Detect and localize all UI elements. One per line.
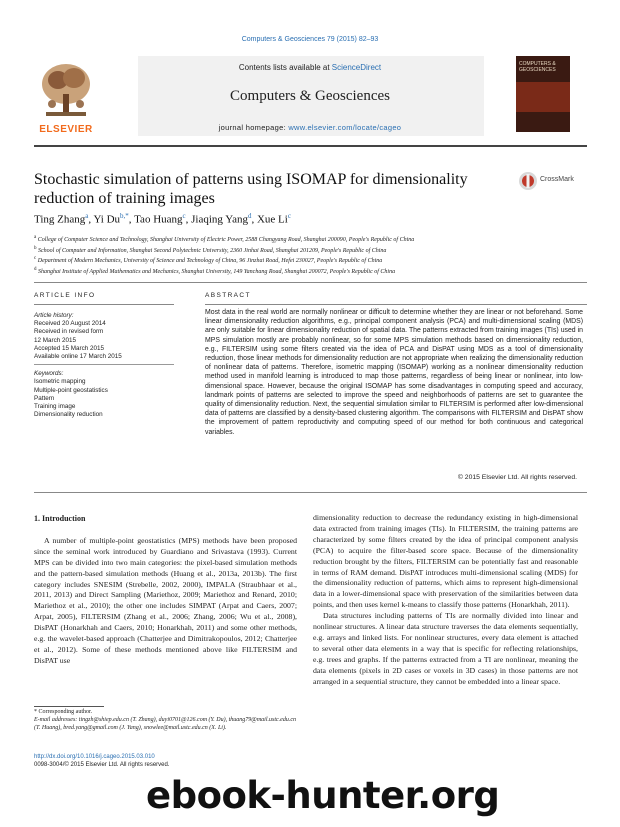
- author-affiliation-marker[interactable]: c: [182, 212, 186, 220]
- affiliation-item: [34, 255, 594, 266]
- affiliation-text: School of Computer and Information, Shanghai Second Polytechnic University, 2360 Jinhai Road, Shanghai 201209, People's Republic of China: [36, 247, 387, 254]
- doi-link[interactable]: http://dx.doi.org/10.1016/j.cageo.2015.03.010: [34, 754, 155, 760]
- affiliation-item: [34, 266, 594, 277]
- author-name: Tao Huang: [134, 213, 183, 226]
- keyword-item: Dimensionality reduction: [34, 411, 103, 419]
- intro-paragraph: Data structures including patterns of TIs are normally divided into linear and nonlinear structures. A linear data structure traverses the data elements sequentially, e.g. arrays and linked lists. For nonlinear structures, every data element is attached to several other data elements in a way that is specific for reflecting relationships, e.g. trees and graphs. If the patterns extracted from a TI are nonlinear, meaning the data elements (pixels in 2D cases or voxels in 3D cases) in those patterns are not arranged in a sequential structure, they cannot be embedded into a linear space.: [313, 611, 578, 686]
- author-name: Yi Du: [93, 213, 121, 226]
- keywords-list: [34, 378, 174, 419]
- intro-paragraph: A number of multiple-point geostatistics (MPS) methods have been proposed since the seminal work introduced by Guardiano and Srivastava (1993). Current MPS can be divided into two main categories: the pixel-based simulation methods and the pattern-based simulation methods (Huang et al., 2013a, 2013b). The first category includes SNESIM (Strebelle, 2002, 2000), IMPALA (Straubhaar et al., 2011, 2013) and Direct Sampling (Mariethoz, 2009; Mariethoz and Renard, 2010; Mariethoz et al., 2010); the other one includes SIMPAT (Arpat and Caers, 2007; Arpat, 2005), FILTERSIM (Zhang et al., 2006; Zhang, 2006; Wu et al., 2008), DisPAT (Honarkhah and Caers, 2010; Honarkhah, 2011) and some other methods, e.g. the wavelet-based approach (Chatterjee and Dimitrakopoulos, 2012; Chatterjee et al., 2012). Some of these methods mentioned above like FILTERSIM and DisPAT use: [34, 535, 297, 665]
- abstract-rule: [205, 304, 587, 305]
- crossmark-label: CrossMark: [540, 176, 574, 183]
- keyword-item: Isometric mapping: [34, 378, 86, 386]
- cover-title: COMPUTERS & GEOSCIENCES: [519, 61, 556, 73]
- contents-prefix: Contents lists available at: [238, 63, 332, 72]
- article-title: Stochastic simulation of patterns using ISOMAP for dimensionality reduction of training images: [34, 171, 468, 207]
- affiliation-item: [34, 245, 594, 256]
- history-item: Received in revised form: [34, 328, 104, 336]
- crossmark-badge[interactable]: [518, 170, 578, 192]
- affiliation-marker: c: [34, 256, 37, 262]
- journal-cover-image: [516, 56, 570, 132]
- affiliation-text: Department of Modern Mechanics, University of Science and Technology of China, 96 Jinzhai Road, Hefei 230027, People's Republic of China: [36, 258, 383, 265]
- author-name: Ting Zhang: [34, 213, 86, 226]
- watermark: ebook-hunter.org: [146, 774, 500, 817]
- footnote: [34, 708, 297, 732]
- elsevier-tree-logo: [34, 58, 98, 128]
- abstract-heading: ABSTRACT: [205, 292, 251, 299]
- keyword-item: Pattern: [34, 394, 55, 402]
- corresponding-author-note: * Corresponding author.: [34, 709, 93, 715]
- article-info-rule: [34, 304, 174, 305]
- affiliation-marker: b: [34, 245, 37, 251]
- affiliation-marker: a: [34, 235, 37, 240]
- author-affiliation-marker[interactable]: a: [85, 212, 89, 220]
- journal-title: Computers & Geosciences: [230, 88, 390, 104]
- author-list: [34, 212, 291, 226]
- intro-left-column: [34, 514, 297, 667]
- history-item: Available online 17 March 2015: [34, 353, 122, 361]
- history-list: [34, 320, 174, 361]
- author-affiliation-marker[interactable]: c: [287, 212, 291, 220]
- affiliation-text: College of Computer Science and Technology, Shanghai University of Electric Power, 2588 Changyang Road, Shanghai 200090, People's Republic of China: [36, 237, 415, 243]
- journal-homepage: [140, 123, 480, 132]
- affiliation-marker: d: [34, 266, 37, 272]
- author-name: Jiaqing Yang: [191, 213, 248, 226]
- history-label: Article history:: [34, 312, 74, 319]
- keyword-item: Training image: [34, 403, 76, 411]
- contents-line: [140, 63, 480, 72]
- affiliations: [34, 234, 594, 276]
- keyword-item: Multiple-point geostatistics: [34, 386, 108, 394]
- author-affiliation-marker[interactable]: b,*: [120, 212, 129, 220]
- intro-paragraph: dimensionality reduction to decrease the redundancy existing in high-dimensional data extracted from training images (TIs). In FILTERSIM, the training patterns are characterized by some filters created by the idea of principal component analysis (PCA) to acquire the filter-based score space. Because of the dimensionality reduction brought by the filters, FILTERSIM can be potentially fast and reasonable in terms of RAM demand. DisPAT introduces multi-dimensional scaling (MDS) for the dimensionality reduction of patterns, which aims to represent high-dimensional data in a lower-dimensional space with preservation of the similarities between data points, and then uses kernel k-means to classify those patterns (Honarkhah, 2011).: [313, 513, 578, 610]
- author-emails[interactable]: E-mail addresses: tingzh@shiep.edu.cn (T. Zhang), duyi0701@126.com (Y. Du), thuang79@mail.ustc.edu.cn (T. Huang), bred.yang@gmail.com (J. Yang), snowlee@mail.ustc.edu.cn (X. Li).: [34, 717, 296, 732]
- author-separator: ,: [251, 213, 257, 226]
- keywords-label: Keywords:: [34, 370, 64, 378]
- doi-block: [34, 753, 297, 769]
- author-affiliation-marker[interactable]: d: [247, 212, 252, 220]
- abstract-copyright: © 2015 Elsevier Ltd. All rights reserved.: [457, 474, 577, 481]
- journal-reference[interactable]: Computers & Geosciences 79 (2015) 82–93: [241, 36, 379, 43]
- author-separator: ,: [128, 213, 135, 226]
- history-rule: [34, 364, 174, 365]
- affiliation-item: [34, 234, 594, 245]
- history-item: 12 March 2015: [34, 336, 77, 344]
- author-separator: ,: [185, 213, 192, 226]
- intro-heading: 1. Introduction: [34, 514, 86, 523]
- history-item: Accepted 15 March 2015: [34, 344, 105, 352]
- abstract-text: Most data in the real world are normally nonlinear or difficult to determine whether they are linear or not beforehand. Some linear dimensionality reduction algorithms, e.g., principal component analysis (PCA) and multi-dimensional scaling (MDS) are only suitable for linear dimensionality reduction of spatial data. The patterns extracted from training images (TIs) used in MPS simulation mostly are probably nonlinear, so for some MPS simulation methods based on dimensionality reduction, e.g., FILTERSIM using some filters created via the idea of PCA and DisPAT using MDS as a tool of dimensionality reduction, those linear methods for dimensionality reduction are not appropriate when realizing the dimensionality reduction of nonlinear data of patterns. Therefore, isometric mapping (ISOMAP) working as a nonlinear dimensionality reduction method used in manifold learning is introduced to map those patterns, regardless of being linear or nonlinear, into low-dimensional space. However, because the original ISOMAP has some disadvantages in computing speed and accuracy, landmark points of patterns are selected to improve the speed and neighborhoods of patterns are set to guarantee the quality of dimensionality reduction. Next, the sequential simulation similar to FILTERSIM is performed after low-dimensional data of patterns are classified by a density-based clustering algorithm. The comparisons with FILTERSIM and DisPAT show the improvement of pattern reproductivity and computing speed of our method for both continuous and categorical variables.: [205, 309, 583, 436]
- abstract-end-rule: [34, 492, 587, 493]
- crossmark-icon: [518, 171, 538, 191]
- article-info-heading: ARTICLE INFO: [34, 292, 96, 299]
- homepage-prefix: journal homepage:: [218, 123, 289, 132]
- sciencedirect-link[interactable]: ScienceDirect: [331, 63, 382, 72]
- history-item: Received 20 August 2014: [34, 320, 106, 328]
- footnote-rule: [34, 706, 104, 707]
- section-rule: [34, 282, 587, 283]
- header-rule: [34, 145, 587, 147]
- issn-line: 0098-3004/© 2015 Elsevier Ltd. All rights reserved.: [34, 762, 170, 769]
- publisher-name: ELSEVIER: [39, 124, 93, 135]
- author-name: Xue Li: [256, 213, 288, 226]
- intro-right-column: [313, 513, 578, 688]
- author-separator: ,: [88, 213, 94, 226]
- affiliation-text: Shanghai Institute of Applied Mathematics and Mechanics, Shanghai University, 149 Yanchang Road, Shanghai 200072, People's Republic of China: [36, 268, 396, 275]
- article-info-block: [34, 312, 174, 419]
- homepage-link[interactable]: www.elsevier.com/locate/cageo: [288, 123, 402, 132]
